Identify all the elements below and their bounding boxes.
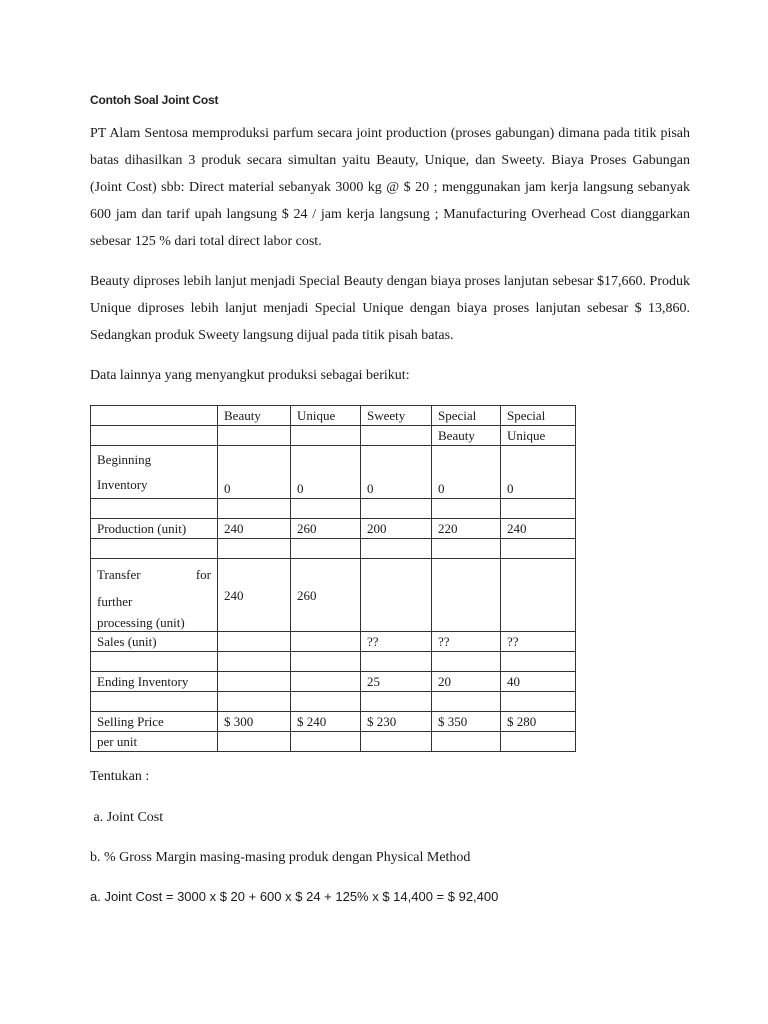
row-label-line xyxy=(97,561,211,588)
table-cell: 0 xyxy=(501,446,576,499)
table-header-cell xyxy=(218,426,291,446)
table-row xyxy=(91,559,576,632)
table-header-cell xyxy=(291,426,361,446)
table-header-cell xyxy=(361,426,432,446)
table-row xyxy=(91,519,576,539)
paragraph-data-intro: Data lainnya yang menyangkut produksi sebagai berikut: xyxy=(90,368,410,383)
table-header-cell: Beauty xyxy=(432,426,501,446)
table-cell xyxy=(291,632,361,652)
row-label-selling-price: Selling Price xyxy=(91,712,218,732)
table-spacer-row xyxy=(91,652,576,672)
table-header-cell: Sweety xyxy=(361,406,432,426)
table-cell xyxy=(218,672,291,692)
table-cell: 40 xyxy=(501,672,576,692)
table-cell: 20 xyxy=(432,672,501,692)
table-cell: 0 xyxy=(291,446,361,499)
table-cell: 25 xyxy=(361,672,432,692)
table-cell: 0 xyxy=(361,446,432,499)
tentukan-label: Tentukan : xyxy=(90,769,150,784)
table-cell: $ 230 xyxy=(361,712,432,732)
table-header-cell: Unique xyxy=(291,406,361,426)
table-header-row xyxy=(91,406,576,426)
row-label-per-unit: per unit xyxy=(91,732,218,752)
table-cell: 240 xyxy=(218,559,291,632)
table-row xyxy=(91,672,576,692)
table-cell: $ 240 xyxy=(291,712,361,732)
table-cell xyxy=(291,672,361,692)
question-b: b. % Gross Margin masing-masing produk dengan Physical Method xyxy=(90,850,471,865)
table-cell: 240 xyxy=(218,519,291,539)
table-spacer-row xyxy=(91,499,576,519)
answer-a: a. Joint Cost = 3000 x $ 20 + 600 x $ 24 + 125% x $ 14,400 = $ 92,400 xyxy=(90,889,499,904)
table-cell xyxy=(361,559,432,632)
row-label-line: Inventory xyxy=(97,477,148,492)
paragraph-intro: PT Alam Sentosa memproduksi parfum secara joint production (proses gabungan) dimana pada titik pisah batas dihasilkan 3 produk secara simultan yaitu Beauty, Unique, dan Sweety. Biaya Proses Gabungan (Joint Cost) sbb: Direct material sebanyak 3000 kg @ $ 20 ; menggunakan jam kerja langsung sebanyak 600 jam dan tarif upah langsung $ 24 / jam kerja langsung ; Manufacturing Overhead Cost dianggarkan sebesar 125 % dari total direct labor cost. xyxy=(90,126,690,249)
row-label-beginning-inventory xyxy=(91,446,218,499)
table-header-cell: Special xyxy=(432,406,501,426)
row-label-ending-inventory: Ending Inventory xyxy=(91,672,218,692)
table-row xyxy=(91,712,576,732)
production-data-table xyxy=(90,405,576,752)
table-cell: $ 280 xyxy=(501,712,576,732)
table-cell: 240 xyxy=(501,519,576,539)
table-cell: 260 xyxy=(291,519,361,539)
table-cell xyxy=(432,559,501,632)
table-cell: 220 xyxy=(432,519,501,539)
table-cell: ?? xyxy=(361,632,432,652)
table-header-cell: Beauty xyxy=(218,406,291,426)
table-cell: 200 xyxy=(361,519,432,539)
row-label-transfer xyxy=(91,559,218,632)
table-cell xyxy=(218,632,291,652)
table-header-cell xyxy=(91,406,218,426)
question-a: a. Joint Cost xyxy=(90,810,164,825)
table-spacer-row xyxy=(91,539,576,559)
table-cell: ?? xyxy=(501,632,576,652)
table-cell xyxy=(501,559,576,632)
row-label-word: for xyxy=(195,567,211,582)
row-label-line: processing (unit) xyxy=(97,615,185,630)
page-title: Contoh Soal Joint Cost xyxy=(90,93,219,107)
table-row xyxy=(91,732,576,752)
table-header-cell: Unique xyxy=(501,426,576,446)
table-row xyxy=(91,632,576,652)
table-header-row xyxy=(91,426,576,446)
table-row xyxy=(91,446,576,499)
table-header-cell xyxy=(91,426,218,446)
row-label-word: Transfer xyxy=(97,567,141,582)
table-header-cell: Special xyxy=(501,406,576,426)
table-spacer-row xyxy=(91,692,576,712)
table-cell: 0 xyxy=(432,446,501,499)
table-cell: 260 xyxy=(291,559,361,632)
table-cell: $ 350 xyxy=(432,712,501,732)
row-label-sales: Sales (unit) xyxy=(91,632,218,652)
row-label-line: further xyxy=(97,594,133,609)
row-label-production: Production (unit) xyxy=(91,519,218,539)
table-cell: $ 300 xyxy=(218,712,291,732)
table-cell: ?? xyxy=(432,632,501,652)
table-cell: 0 xyxy=(218,446,291,499)
paragraph-further-processing: Beauty diproses lebih lanjut menjadi Special Beauty dengan biaya proses lanjutan sebesar $17,660. Produk Unique diproses lebih lanjut menjadi Special Unique dengan biaya proses lanjutan sebesar $ 13,860. Sedangkan produk Sweety langsung dijual pada titik pisah batas. xyxy=(90,274,690,343)
row-label-line: Beginning xyxy=(97,452,152,467)
